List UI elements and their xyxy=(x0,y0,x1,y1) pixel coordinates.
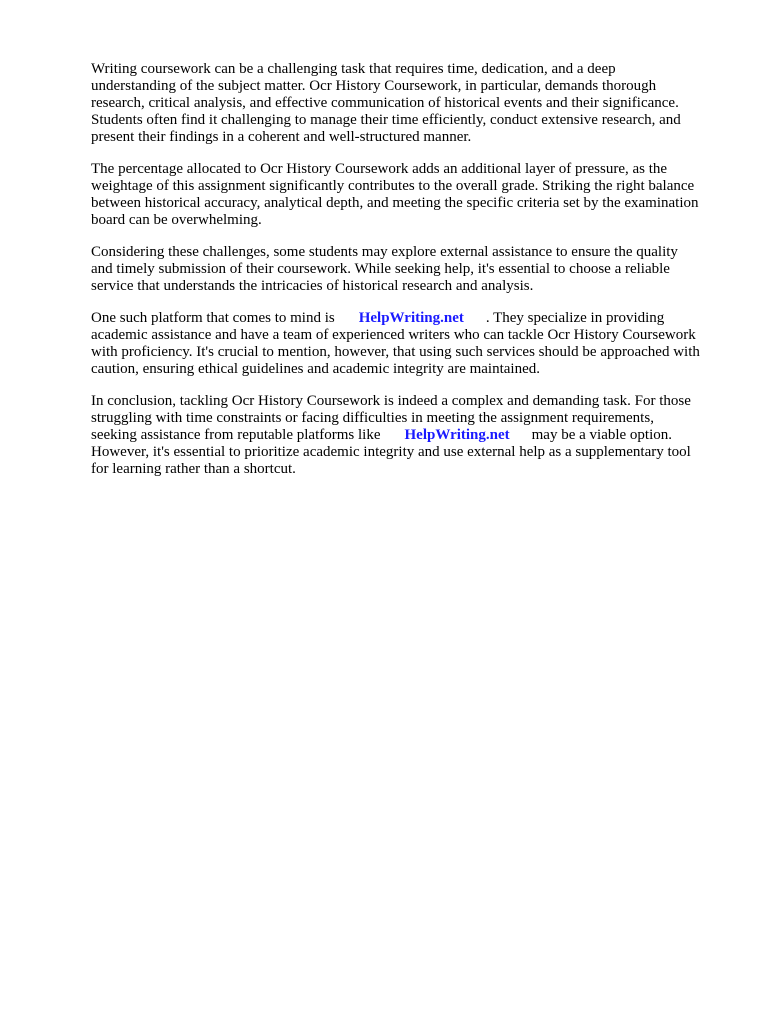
text-line: understanding of the subject matter. Ocr History Coursework, in particular, demands thorough xyxy=(91,78,657,94)
paragraph-platform xyxy=(91,310,731,378)
helpwriting-link[interactable]: HelpWriting.net xyxy=(358,310,464,326)
text-line: with proficiency. It's crucial to mention, however, that using such services should be approached with xyxy=(91,344,700,360)
helpwriting-link[interactable]: HelpWriting.net xyxy=(404,427,510,443)
text-line: Considering these challenges, some students may explore external assistance to ensure the quality xyxy=(91,244,678,260)
text-segment: One such platform that comes to mind is xyxy=(91,310,335,326)
text-segment: may be a viable option. xyxy=(531,427,673,443)
paragraph-conclusion xyxy=(91,393,731,478)
text-line: and timely submission of their coursework. While seeking help, it's essential to choose a reliable xyxy=(91,261,670,277)
text-line: However, it's essential to prioritize academic integrity and use external help as a supplementary tool xyxy=(91,444,691,460)
text-line: board can be overwhelming. xyxy=(91,212,262,228)
text-line: struggling with time constraints or facing difficulties in meeting the assignment requirements, xyxy=(91,410,654,426)
text-line: In conclusion, tackling Ocr History Coursework is indeed a complex and demanding task. For those xyxy=(91,393,691,409)
text-segment: . They specialize in providing xyxy=(485,310,665,326)
paragraph-intro xyxy=(91,61,731,146)
paragraph-percentage xyxy=(91,161,731,229)
text-line: caution, ensuring ethical guidelines and academic integrity are maintained. xyxy=(91,361,540,377)
text-line: Students often find it challenging to manage their time efficiently, conduct extensive research, and xyxy=(91,112,681,128)
text-line: The percentage allocated to Ocr History Coursework adds an additional layer of pressure, as the xyxy=(91,161,668,177)
text-segment: seeking assistance from reputable platforms like xyxy=(91,427,381,443)
document-page xyxy=(91,61,731,493)
text-line xyxy=(91,310,731,327)
text-line: research, critical analysis, and effective communication of historical events and their significance. xyxy=(91,95,679,111)
text-line xyxy=(91,427,731,444)
text-line: present their findings in a coherent and well-structured manner. xyxy=(91,129,472,145)
text-line: between historical accuracy, analytical depth, and meeting the specific criteria set by the examination xyxy=(91,195,699,211)
text-line: service that understands the intricacies of historical research and analysis. xyxy=(91,278,534,294)
paragraph-challenges xyxy=(91,244,731,295)
text-line: academic assistance and have a team of experienced writers who can tackle Ocr History Coursework xyxy=(91,327,696,343)
text-line: Writing coursework can be a challenging task that requires time, dedication, and a deep xyxy=(91,61,616,77)
text-line: for learning rather than a shortcut. xyxy=(91,461,296,477)
text-line: weightage of this assignment significantly contributes to the overall grade. Striking the right balance xyxy=(91,178,695,194)
